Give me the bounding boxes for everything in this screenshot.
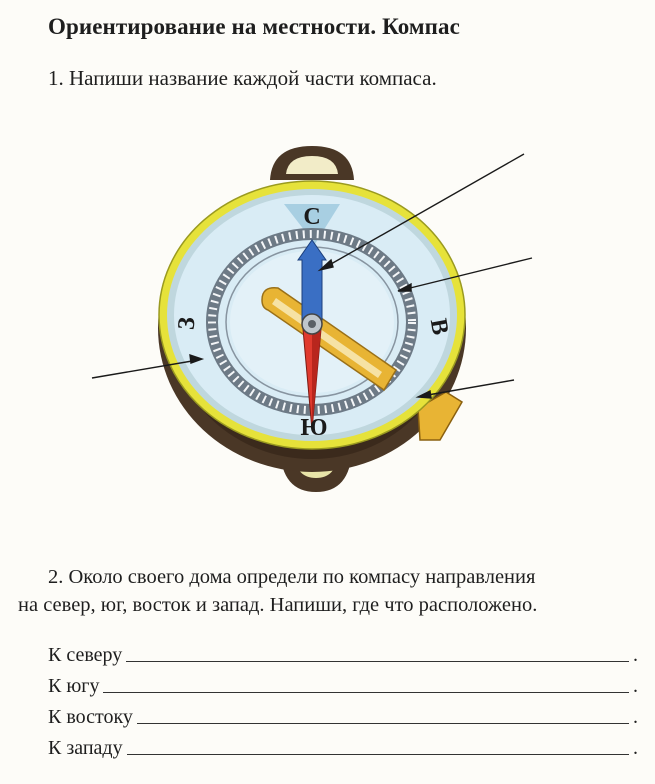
letter-north: С (303, 204, 321, 230)
letter-west: З (173, 315, 201, 331)
answer-input-line[interactable] (137, 722, 629, 724)
answer-end: . (633, 737, 638, 759)
answer-label: К западу (48, 737, 123, 759)
answer-row-west (48, 729, 638, 760)
answer-input-line[interactable] (126, 660, 629, 662)
answer-label: К югу (48, 675, 100, 697)
compass-svg (0, 140, 655, 500)
page-title: Ориентирование на местности. Компас (48, 14, 460, 39)
answer-row-north (48, 636, 638, 667)
answer-label: К северу (48, 644, 123, 666)
task-2-line-1: 2. Около своего дома определи по компасу направления (48, 566, 536, 588)
letter-south: Ю (300, 415, 328, 441)
answer-label: К востоку (48, 706, 133, 728)
compass-illustration (0, 140, 655, 500)
compass-top-loop (270, 146, 354, 180)
task-2-line-2: на север, юг, восток и запад. Напиши, где что расположено. (18, 594, 538, 616)
answer-row-east (48, 698, 638, 729)
answer-lines (48, 636, 638, 760)
answer-input-line[interactable] (127, 753, 629, 755)
answer-input-line[interactable] (103, 691, 629, 693)
answer-end: . (633, 644, 638, 666)
letter-east: В (424, 316, 454, 337)
answer-end: . (633, 675, 638, 697)
answer-row-south (48, 667, 638, 698)
task-1-text: 1. Напиши название каждой части компаса. (48, 66, 437, 90)
task-2-text (18, 563, 638, 619)
answer-end: . (633, 706, 638, 728)
